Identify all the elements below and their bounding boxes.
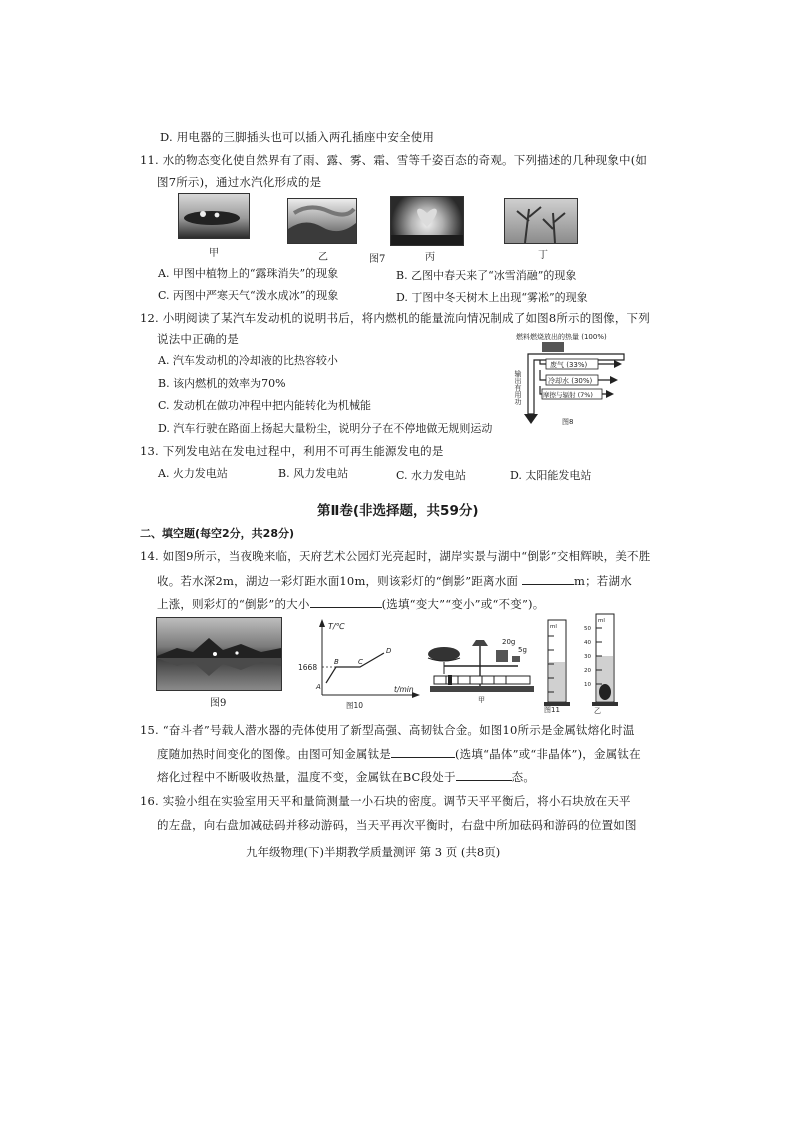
fig11-weight-5g: 5g <box>518 646 527 654</box>
fig11-tick-40: 40 <box>584 640 591 646</box>
fig10-figure-label: 图10 <box>346 701 364 710</box>
fig11-weight-20g: 20g <box>502 638 516 646</box>
photo-melting-ice <box>287 198 357 244</box>
dew-leaf-icon <box>179 194 249 238</box>
q15-line2-text: 度随加热时间变化的图像。由图可知金属钛是 <box>157 747 391 761</box>
q14-line2 <box>157 573 632 589</box>
part2-title: 二、填空题(每空2分，共28分) <box>140 527 295 540</box>
q14-line3-tail: (选填“变大”“变小”或“不变”)。 <box>381 597 545 611</box>
frost-tree-icon <box>505 199 577 243</box>
q15-line2-tail: (选填“晶体”或“非晶体”)，金属钛在 <box>455 747 641 761</box>
q14-line2-text: 收。若水深2m，湖边一彩灯距水面10m，则该彩灯的“倒影”距离水面 <box>157 574 519 588</box>
q11-option-c: C. 丙图中严寒天气“泼水成冰”的现象 <box>158 289 339 302</box>
q13-stem: 13. 下列发电站在发电过程中，利用不可再生能源发电的是 <box>140 444 444 458</box>
photo-label-yi: 乙 <box>318 252 328 263</box>
q14-line1: 14. 如图9所示，当夜晚来临，天府艺术公园灯光亮起时，湖岸实景与湖中“倒影”交相辉映，美不胜 <box>140 549 651 563</box>
q11-stem-line1: 11. 水的物态变化使自然界有了雨、露、雾、霜、雪等千姿百态的奇观。下列描述的几种现象中(如 <box>140 153 648 167</box>
q12-stem-line2: 说法中正确的是 <box>157 332 239 346</box>
q13-option-b: B. 风力发电站 <box>278 467 349 480</box>
photo-label-ding: 丁 <box>538 250 548 261</box>
q16-line2: 的左盘，向右盘加减砝码并移动游码，当天平再次平衡时，右盘中所加砝码和游码的位置如图 <box>157 818 637 832</box>
fig11-tick-50: 50 <box>584 626 591 632</box>
fig10-point-c: C <box>358 658 363 666</box>
q14-line2-tail: m；若湖水 <box>573 574 632 588</box>
photo-water-to-ice <box>390 196 464 246</box>
figure9-label: 图9 <box>210 698 227 709</box>
fig11-figure-label: 图11 <box>544 706 560 714</box>
fig11-tick-30: 30 <box>584 654 591 660</box>
fig10-x-label: t/min <box>394 685 414 694</box>
q15-blank-2[interactable] <box>456 769 512 781</box>
page-footer: 九年级物理(下)半期教学质量测评 第 3 页 (共8页) <box>246 845 501 859</box>
figure7-label: 图7 <box>369 254 386 265</box>
q15-line3 <box>157 769 535 785</box>
fig10-y-label: T/℃ <box>328 622 345 631</box>
figure9-photo <box>156 617 282 691</box>
q16-line1: 16. 实验小组在实验室用天平和量筒测量一小石块的密度。调节天平平衡后，将小石块放在天平 <box>140 794 631 808</box>
photo-dew-drops <box>178 193 250 239</box>
fig8-figure-label: 图8 <box>562 418 574 426</box>
fig11-cyl2-unit: ml <box>598 618 605 624</box>
section2-title: 第Ⅱ卷(非选择题，共59分) <box>317 503 479 519</box>
q15-line3-text: 熔化过程中不断吸收热量，温度不变，金属钛在BC段处于 <box>157 770 456 784</box>
q10-option-d: D. 用电器的三脚插头也可以插入两孔插座中安全使用 <box>160 130 435 144</box>
fig8-flow-coolant: 冷却水 (30%) <box>548 377 593 385</box>
q12-option-a: A. 汽车发动机的冷却液的比热容较小 <box>158 354 338 367</box>
q13-option-c: C. 水力发电站 <box>396 469 467 482</box>
q15-line3-tail: 态。 <box>511 770 536 784</box>
figure11-balance-and-cylinders <box>426 606 622 714</box>
q11-option-d: D. 丁图中冬天树木上出现“雾凇”的现象 <box>396 291 588 304</box>
fig10-temp-tick: 1668 <box>298 663 318 672</box>
q15-line2 <box>157 746 641 762</box>
q14-blank-1[interactable] <box>522 573 574 585</box>
fig10-point-a: A <box>316 683 321 691</box>
fig10-point-b: B <box>334 658 339 666</box>
fig8-output-label: 输出有用功 <box>514 370 522 405</box>
q11-option-a: A. 甲图中植物上的“露珠消失”的现象 <box>158 267 339 280</box>
photo-label-jia: 甲 <box>209 248 219 259</box>
q12-stem-line1: 12. 小明阅读了某汽车发动机的说明书后，将内燃机的能量流向情况制成了如图8所示的图像，下列 <box>140 311 650 325</box>
lake-reflection-icon <box>157 618 281 690</box>
q11-stem-line2: 图7所示)，通过水汽化形成的是 <box>157 175 322 189</box>
q13-option-d: D. 太阳能发电站 <box>510 469 592 482</box>
q12-option-d: D. 汽车行驶在路面上扬起大量粉尘，说明分子在不停地做无规则运动 <box>158 422 493 435</box>
q13-option-a: A. 火力发电站 <box>158 467 228 480</box>
fig8-flow-friction: 摩擦与辐射 (7%) <box>543 391 593 399</box>
fig11-balance-label: 甲 <box>478 696 485 704</box>
q12-option-c: C. 发动机在做功冲程中把内能转化为机械能 <box>158 399 372 412</box>
fig11-cylinder-label: 乙 <box>594 707 601 714</box>
q14-line3-text: 上涨，则彩灯的“倒影”的大小 <box>157 597 310 611</box>
photo-label-bing: 丙 <box>425 252 435 263</box>
photo-rime <box>504 198 578 244</box>
fig11-cyl1-unit: ml <box>550 624 557 630</box>
figure10-melting-graph <box>296 617 420 711</box>
splash-icon <box>391 197 463 245</box>
q15-blank-1[interactable] <box>391 746 455 758</box>
fig8-flow-exhaust: 废气 (33%) <box>550 361 588 369</box>
figure8-energy-flow <box>506 330 646 434</box>
fig11-tick-10: 10 <box>584 682 591 688</box>
q12-option-b: B. 该内燃机的效率为70% <box>158 377 286 390</box>
fig8-top-label: 燃料燃烧放出的热量 (100%) <box>516 333 607 341</box>
q14-blank-2[interactable] <box>310 596 382 608</box>
q15-line1: 15. “奋斗者”号载人潜水器的壳体使用了新型高强、高韧钛合金。如图10所示是金属钛熔化时温 <box>140 723 635 737</box>
q11-option-b: B. 乙图中春天来了“冰雪消融”的现象 <box>396 269 577 282</box>
ice-melt-icon <box>288 199 356 243</box>
fig11-tick-20: 20 <box>584 668 591 674</box>
fig10-point-d: D <box>386 647 392 655</box>
